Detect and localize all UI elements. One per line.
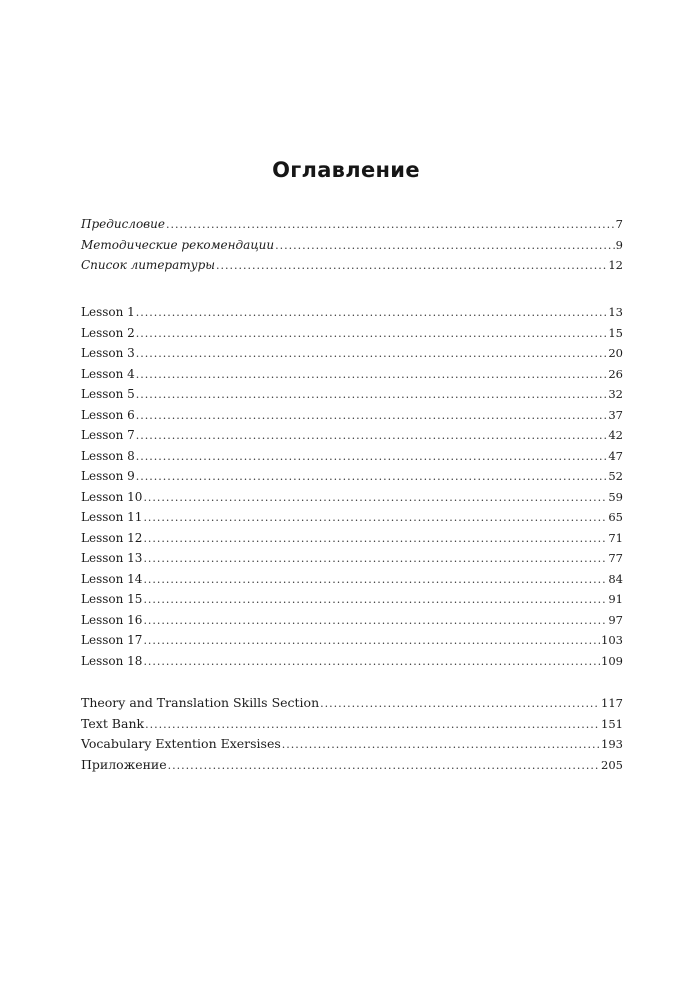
toc-entry-label: Список литературы [81, 258, 216, 272]
toc-leader-dots [216, 256, 607, 277]
toc-leader-dots [143, 488, 607, 509]
toc-leader-dots [136, 447, 608, 468]
toc-entry-page: 20 [608, 346, 623, 360]
toc-entry-page: 42 [608, 428, 623, 442]
toc-entry [81, 714, 623, 735]
toc-leader-dots [136, 344, 608, 365]
toc-entry [81, 630, 623, 651]
toc-entry [81, 507, 623, 528]
toc-entry-page: 84 [608, 571, 623, 586]
toc-entry [81, 651, 623, 672]
toc-entry [81, 425, 623, 446]
toc-entry-page: 65 [608, 510, 623, 524]
toc-entry-page: 205 [601, 757, 623, 772]
toc-entry-label: Lesson 3 [81, 346, 135, 360]
toc-entry [81, 302, 623, 323]
toc-entry-page: 109 [601, 653, 623, 668]
toc-entry-label: Lesson 9 [81, 469, 135, 483]
toc-entry [81, 487, 623, 508]
toc-leader-dots [136, 385, 608, 406]
toc-leader-dots [136, 365, 608, 386]
toc-lessons-section [81, 302, 623, 671]
toc-leader-dots [320, 694, 600, 715]
toc-leader-dots [168, 756, 600, 777]
toc-leader-dots [282, 735, 600, 756]
toc-entry-label: Lesson 16 [81, 612, 143, 627]
toc-entry-label: Lesson 1 [81, 305, 135, 319]
toc-leader-dots [143, 570, 607, 591]
toc-entry-page: 97 [608, 612, 623, 627]
toc-entry [81, 364, 623, 385]
toc-intro-section [81, 214, 623, 276]
toc-leader-dots [136, 426, 608, 447]
toc-entry [81, 589, 623, 610]
toc-entry [81, 610, 623, 631]
toc-entry-page: 9 [615, 237, 623, 252]
toc-leader-dots [145, 715, 600, 736]
toc-entry-label: Lesson 11 [81, 510, 143, 524]
toc-entry [81, 466, 623, 487]
toc-entry-label: Lesson 2 [81, 325, 135, 340]
toc-entry-label: Lesson 15 [81, 592, 143, 606]
toc-entry-label: Lesson 5 [81, 387, 135, 401]
toc-entry-page: 71 [608, 530, 623, 545]
toc-entry [81, 405, 623, 426]
toc-entry [81, 734, 623, 755]
toc-entry [81, 548, 623, 569]
toc-entry-label: Text Bank [81, 715, 145, 731]
toc-entry [81, 693, 623, 714]
toc-entry-page: 117 [601, 696, 623, 710]
toc-entry-page: 26 [608, 366, 623, 381]
toc-entry-page: 12 [608, 258, 623, 272]
toc-appendix-section [81, 693, 623, 775]
toc-entry-label: Lesson 4 [81, 366, 135, 381]
toc-entry [81, 569, 623, 590]
toc-entry-label: Lesson 10 [81, 489, 143, 504]
toc-entry-page: 47 [608, 448, 623, 463]
toc-entry [81, 528, 623, 549]
toc-entry-label: Lesson 13 [81, 551, 143, 565]
toc-leader-dots [143, 652, 600, 673]
toc-leader-dots [136, 324, 608, 345]
toc-entry-label: Lesson 12 [81, 530, 143, 545]
toc-entry-page: 151 [601, 716, 623, 731]
toc-entry-label: Lesson 18 [81, 653, 143, 668]
toc-entry-page: 15 [608, 325, 623, 340]
toc-entry-page: 59 [608, 489, 623, 504]
toc-entry-label: Lesson 8 [81, 448, 135, 463]
toc-entry-label: Методические рекомендации [81, 237, 275, 252]
toc-entry-page: 193 [601, 737, 623, 751]
toc-entry [81, 755, 623, 776]
toc-leader-dots [136, 406, 608, 427]
toc-leader-dots [166, 215, 615, 236]
toc-entry [81, 214, 623, 235]
toc-entry [81, 343, 623, 364]
toc-leader-dots [136, 303, 608, 324]
toc-entry-page: 77 [608, 551, 623, 565]
toc-entry-page: 32 [608, 387, 623, 401]
toc-entry-label: Lesson 7 [81, 428, 135, 442]
toc-entry [81, 235, 623, 256]
toc-entry [81, 323, 623, 344]
toc-entry-label: Предисловие [81, 217, 165, 231]
toc-entry-label: Lesson 17 [81, 633, 143, 647]
toc-entry [81, 255, 623, 276]
toc-entry-page: 37 [608, 407, 623, 422]
toc-entry-page: 91 [608, 592, 623, 606]
toc-entry-label: Lesson 6 [81, 407, 135, 422]
toc-entry [81, 446, 623, 467]
toc-leader-dots [143, 508, 607, 529]
toc-leader-dots [275, 236, 615, 257]
toc-leader-dots [143, 611, 607, 632]
toc-leader-dots [143, 529, 607, 550]
page-title: Оглавление [272, 158, 420, 182]
toc-entry-label: Vocabulary Extention Exersises [81, 736, 281, 751]
toc-leader-dots [136, 467, 608, 488]
toc-entry-label: Lesson 14 [81, 571, 143, 586]
toc-leader-dots [143, 590, 607, 611]
toc-entry [81, 384, 623, 405]
toc-leader-dots [143, 631, 600, 652]
toc-entry-label: Theory and Translation Skills Section [81, 695, 320, 710]
toc-entry-label: Приложение [81, 756, 167, 772]
toc-entry-page: 7 [615, 217, 623, 231]
toc-entry-page: 13 [608, 305, 623, 319]
toc-leader-dots [143, 549, 607, 570]
toc-entry-page: 52 [608, 469, 623, 483]
toc-entry-page: 103 [601, 633, 623, 647]
